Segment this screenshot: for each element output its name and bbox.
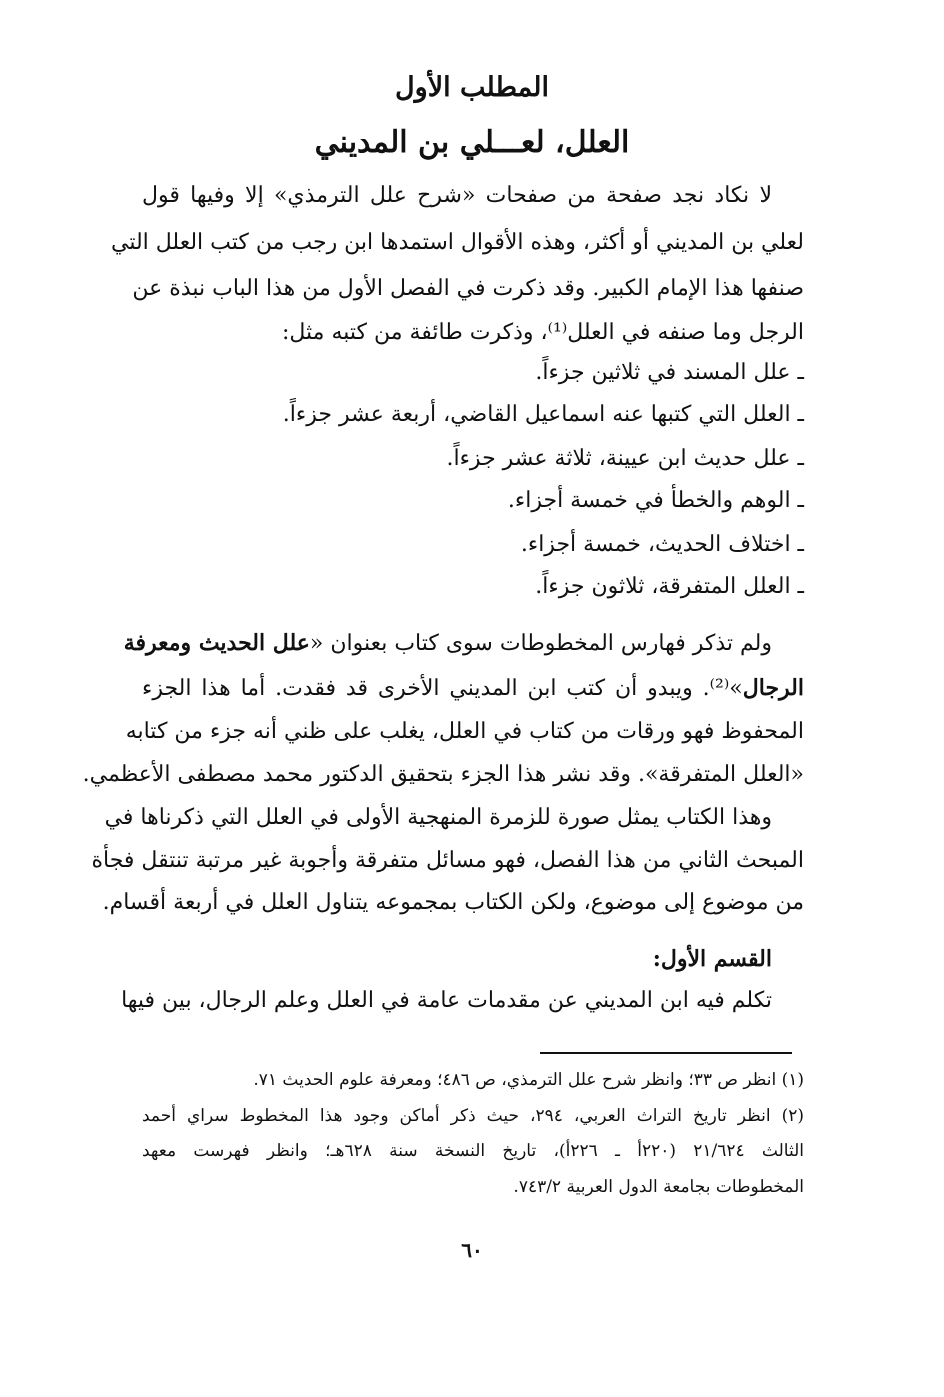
footnote: المخطوطات بجامعة الدول العربية ٧٤٣/٢. [513, 1177, 804, 1197]
book-list-item: ـ الوهم والخطأ في خمسة أجزاء. [507, 488, 804, 513]
para2-text: »⁽²⁾. ويبدو أن كتب ابن المديني الأخرى قد فقدت. أما هذا الجزء [142, 676, 743, 701]
para2-line [142, 673, 804, 704]
intro-line: لعلي بن المديني أو أكثر، وهذه الأقوال استمدها ابن رجب من كتب العلل التي [110, 230, 804, 255]
intro-line: صنفها هذا الإمام الكبير. وقد ذكرت في الفصل الأول من هذا الباب نبذة عن [132, 276, 804, 301]
para2-line: «العلل المتفرقة». وقد نشر هذا الجزء بتحقيق الدكتور محمد مصطفى الأعظمي. [82, 762, 804, 787]
footnote-divider [540, 1052, 792, 1054]
section-line: تكلم فيه ابن المديني عن مقدمات عامة في العلل وعلم الرجال، بين فيها [121, 988, 772, 1013]
para2-text: ولم تذكر فهارس المخطوطات سوى كتاب بعنوان « [309, 631, 772, 656]
para2-line: المحفوظ فهو ورقات من كتاب في العلل، يغلب على ظني أنه جزء من كتابه [125, 719, 804, 744]
footnote: الثالث ٢١/٦٢٤ (٢٢٠أ ـ ٢٢٦أ)، تاريخ النسخة سنة ٦٢٨هـ؛ وانظر فهرست معهد [142, 1141, 804, 1161]
intro-line: الرجل وما صنفه في العلل⁽¹⁾، وذكرت طائفة من كتبه مثل: [281, 320, 804, 345]
section-title: المطلب الأول [395, 72, 549, 103]
book-list-item: ـ العلل التي كتبها عنه اسماعيل القاضي، أربعة عشر جزءاً. [282, 402, 804, 427]
book-title-bold: علل الحديث ومعرفة [123, 630, 310, 656]
para3-line: وهذا الكتاب يمثل صورة للزمرة المنهجية الأولى في العلل التي ذكرناها في [104, 805, 772, 830]
intro-line: لا نكاد نجد صفحة من صفحات «شرح علل الترمذي» إلا وفيها قول [142, 183, 772, 208]
book-list-item: ـ اختلاف الحديث، خمسة أجزاء. [520, 532, 804, 557]
section-heading: القسم الأول: [652, 946, 772, 972]
footnote: (١) انظر ص ٣٣؛ وانظر شرح علل الترمذي، ص ٤٨٦؛ ومعرفة علوم الحديث ٧١. [253, 1070, 804, 1090]
para3-line: المبحث الثاني من هذا الفصل، فهو مسائل متفرقة وأجوبة غير مرتبة تنتقل فجأة [91, 848, 804, 873]
book-title-bold: الرجال [742, 675, 804, 701]
page-number: ٦٠ [461, 1238, 483, 1262]
book-list-item: ـ علل حديث ابن عيينة، ثلاثة عشر جزءاً. [446, 446, 804, 471]
para3-line: من موضوع إلى موضوع، ولكن الكتاب بمجموعه يتناول العلل في أربعة أقسام. [102, 890, 804, 915]
section-subtitle: العلل، لعـــلي بن المديني [314, 125, 630, 160]
book-list-item: ـ العلل المتفرقة، ثلاثون جزءاً. [535, 574, 804, 599]
para2-line [123, 628, 772, 659]
footnote: (٢) انظر تاريخ التراث العربي، ٢٩٤، حيث ذكر أماكن وجود هذا المخطوط سراي أحمد [142, 1106, 804, 1126]
book-list-item: ـ علل المسند في ثلاثين جزءاً. [535, 360, 804, 385]
